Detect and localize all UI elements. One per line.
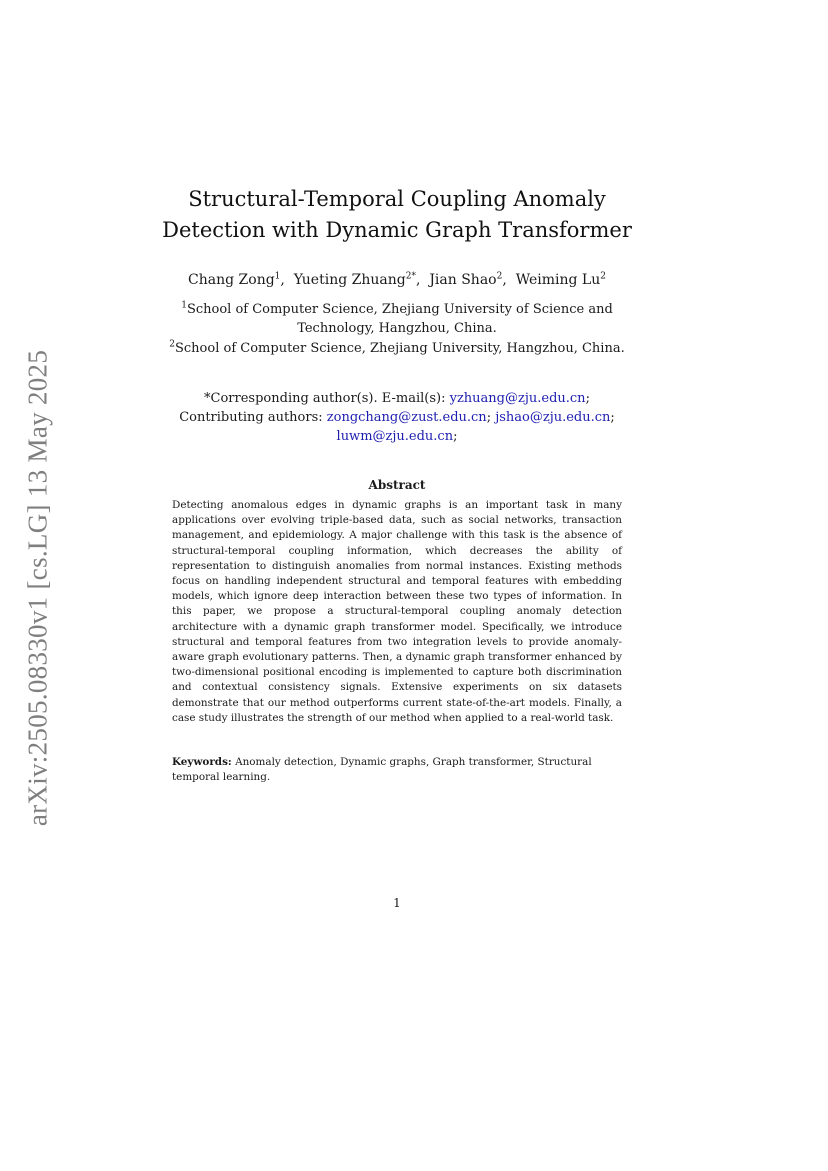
affiliation-1	[150, 300, 644, 338]
keywords	[172, 755, 622, 785]
keywords-text: Anomaly detection, Dynamic graphs, Graph transformer, Structural temporal learning.	[172, 756, 592, 783]
affiliation-line: School of Computer Science, Zhejiang University of Science and	[186, 302, 613, 317]
affiliation-2	[150, 339, 644, 358]
author-affil-mark: 2	[600, 271, 606, 282]
author-affil-mark: 1	[274, 271, 281, 282]
author-name: Weiming Lu	[515, 272, 601, 288]
author-name: Yueting Zhuang	[293, 272, 406, 288]
abstract-heading: Abstract	[368, 478, 426, 492]
page-number: 1	[393, 896, 401, 910]
author-list: Chang Zong$^1$, Yueting Zhuang$^{2*}$, Jian Shao$^2$, Weiming Lu$^2$	[188, 271, 606, 288]
corresponding-label: *Corresponding author(s). E-mail(s):	[204, 391, 450, 406]
title-line-2: Detection with Dynamic Graph Transformer	[162, 218, 632, 242]
contributing-label: Contributing authors:	[179, 410, 327, 425]
author-name: Jian Shao	[429, 272, 497, 288]
contributing-email-link[interactable]: jshao@zju.edu.cn	[495, 410, 611, 425]
corresponding-email-link[interactable]: yzhuang@zju.edu.cn	[449, 391, 586, 406]
abstract-text: Detecting anomalous edges in dynamic graphs is an important task in many applications over evolving triple-based data, such as social networks, transaction management, and epidemiology. A major challenge with this task is the absence of structural-temporal coupling information, which decreases the ability of representation to distinguish anomalies from normal instances. Existing methods focus on handling independent structural and temporal features with embedding models, which ignore deep interaction between these two types of information. In this paper, we propose a structural-temporal coupling anomaly detection architecture with a dynamic graph transformer model. Specifically, we introduce structural and temporal features from two integration levels to provide anomaly-aware graph evolutionary patterns. Then, a dynamic graph transformer enhanced by two-dimensional positional encoding is implemented to capture both discrimination and contextual consistency signals. Extensive experiments on six datasets demonstrate that our method outperforms current state-of-the-art models. Finally, a case study illustrates the strength of our method when applied to a real-world task.	[172, 499, 622, 724]
affiliation-mark: 2	[169, 339, 175, 350]
affiliation-line: School of Computer Science, Zhejiang University, Hangzhou, China.	[175, 341, 625, 356]
keywords-label: Keywords:	[172, 756, 232, 768]
title-line-1: Structural-Temporal Coupling Anomaly	[188, 187, 606, 211]
affiliation-line: Technology, Hangzhou, China.	[297, 321, 497, 336]
arxiv-stamp-text: arXiv:2505.08330v1 [cs.LG] 13 May 2025	[22, 349, 53, 827]
contributing-email-link[interactable]: luwm@zju.edu.cn	[336, 429, 454, 444]
contact-info: *Corresponding author(s). E-mail(s): yzhuang@zju.edu.cn; Contributing authors: zongchang@zust.edu.cn; jshao@zju.edu.cn; luwm@zju.edu.cn;	[179, 391, 615, 444]
author-name: Chang Zong	[188, 272, 275, 288]
paper-title	[140, 184, 654, 246]
affiliation-mark: 1	[181, 300, 187, 311]
author-affil-mark: 2	[496, 271, 503, 282]
contributing-email-link[interactable]: zongchang@zust.edu.cn	[326, 410, 487, 425]
author-affil-mark: 2*	[405, 271, 416, 282]
